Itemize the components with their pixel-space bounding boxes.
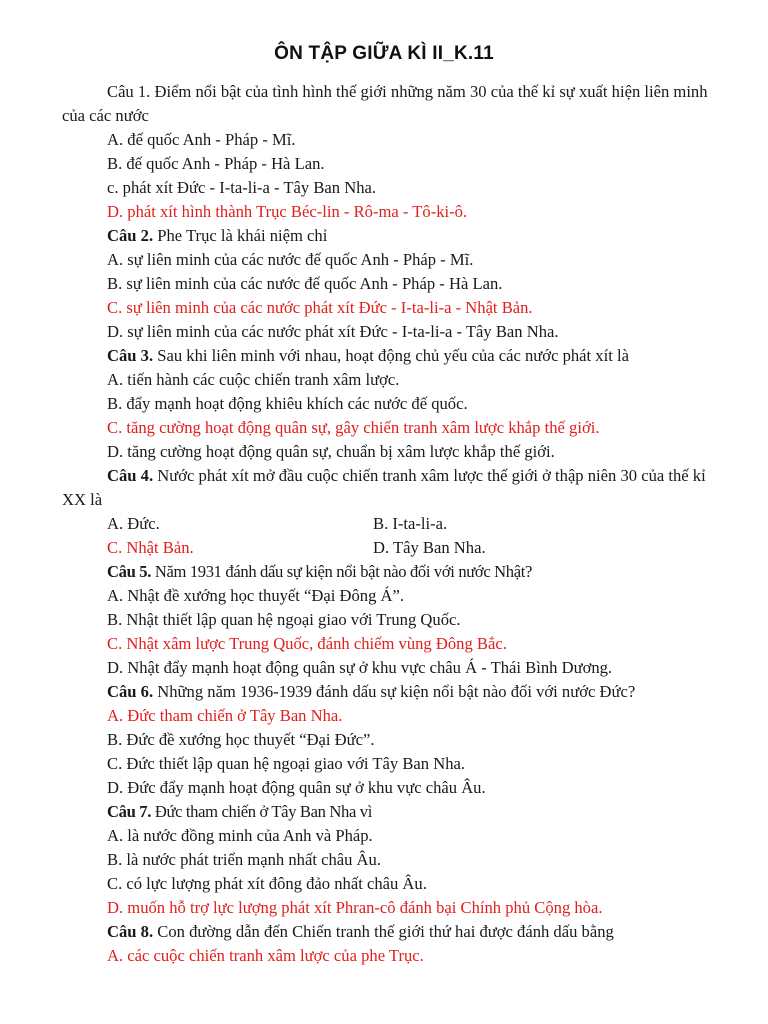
question-8-text: Con đường dẫn đến Chiến tranh thế giới thứ hai được đánh dấu bằng [153, 922, 614, 941]
question-1-stem: Câu 1. Điểm nổi bật của tình hình thế giới những năm 30 của thế kỉ sự xuất hiện liên minh của các nước [62, 82, 708, 125]
question-3-stem [62, 344, 722, 368]
question-3-text: Sau khi liên minh với nhau, hoạt động chủ yếu của các nước phát xít là [153, 346, 629, 365]
question-6-text: Những năm 1936-1939 đánh dấu sự kiện nổi bật nào đối với nước Đức? [153, 682, 636, 701]
question-6-option-a-correct: A. Đức tham chiến ở Tây Ban Nha. [107, 706, 343, 725]
question-2-number: Câu 2. [107, 226, 154, 245]
question-3-number: Câu 3. [107, 346, 154, 365]
question-4-stem [62, 464, 722, 512]
question-4-option-a: A. Đức. [107, 514, 160, 533]
question-1-option-b: B. đế quốc Anh - Pháp - Hà Lan. [107, 154, 325, 173]
question-8-option-a-correct: A. các cuộc chiến tranh xâm lược của phe Trục. [107, 946, 424, 965]
question-5-option-b: B. Nhật thiết lập quan hệ ngoại giao với Trung Quốc. [107, 610, 461, 629]
question-5-option-d: D. Nhật đẩy mạnh hoạt động quân sự ở khu vực châu Á - Thái Bình Dương. [107, 658, 613, 677]
question-7-text: Đức tham chiến ở Tây Ban Nha vì [151, 802, 373, 821]
question-3-option-a: A. tiến hành các cuộc chiến tranh xâm lược. [107, 370, 400, 389]
question-7-option-d-correct: D. muốn hỗ trợ lực lượng phát xít Phran-cô đánh bại Chính phủ Cộng hòa. [107, 898, 603, 917]
question-4-options-row-2 [62, 536, 722, 560]
question-2-stem [62, 224, 722, 248]
question-2-option-a: A. sự liên minh của các nước đế quốc Anh - Pháp - Mĩ. [107, 250, 474, 269]
question-2-option-b: B. sự liên minh của các nước đế quốc Anh - Pháp - Hà Lan. [107, 274, 503, 293]
question-4-text: Nước phát xít mở đầu cuộc chiến tranh xâm lược thế giới ở thập niên 30 của thế kỉ XX là [62, 466, 706, 509]
document-title: ÔN TẬP GIỮA KÌ II_K.11 [274, 43, 494, 64]
question-3-option-c-correct: C. tăng cường hoạt động quân sự, gây chiến tranh xâm lược khắp thế giới. [107, 418, 600, 437]
question-4-options-row-1 [62, 512, 722, 536]
question-1-option-a: A. đế quốc Anh - Pháp - Mĩ. [107, 130, 296, 149]
question-1-option-d-correct: D. phát xít hình thành Trục Béc-lin - Rô-ma - Tô-ki-ô. [107, 202, 468, 221]
question-2-text: Phe Trục là khái niệm chỉ [153, 226, 328, 245]
question-3-option-d: D. tăng cường hoạt động quân sự, chuẩn bị xâm lược khắp thế giới. [107, 442, 555, 461]
question-4-option-d: D. Tây Ban Nha. [373, 538, 486, 557]
question-7-number: Câu 7. [107, 802, 152, 821]
question-6-option-b: B. Đức đề xướng học thuyết “Đại Đức”. [107, 730, 375, 749]
question-6-option-c: C. Đức thiết lập quan hệ ngoại giao với Tây Ban Nha. [107, 754, 466, 773]
question-5-option-a: A. Nhật đề xướng học thuyết “Đại Đông Á”. [107, 586, 405, 605]
question-6-stem [62, 680, 722, 704]
question-5-number: Câu 5. [107, 562, 152, 581]
question-7-option-a: A. là nước đồng minh của Anh và Pháp. [107, 826, 373, 845]
question-4-number: Câu 4. [107, 466, 154, 485]
question-7-option-b: B. là nước phát triển mạnh nhất châu Âu. [107, 850, 381, 869]
question-1-option-c: c. phát xít Đức - I-ta-li-a - Tây Ban Nha. [107, 178, 377, 197]
question-4-option-c-correct: C. Nhật Bản. [107, 538, 194, 557]
question-7-option-c: C. có lực lượng phát xít đông đảo nhất châu Âu. [107, 874, 427, 893]
question-5-option-c-correct: C. Nhật xâm lược Trung Quốc, đánh chiếm vùng Đông Bắc. [107, 634, 507, 653]
question-2-option-c-correct: C. sự liên minh của các nước phát xít Đức - I-ta-li-a - Nhật Bản. [107, 298, 533, 317]
question-8-stem [62, 920, 722, 944]
question-4-option-b: B. I-ta-li-a. [373, 514, 448, 533]
question-2-option-d: D. sự liên minh của các nước phát xít Đức - I-ta-li-a - Tây Ban Nha. [107, 322, 559, 341]
question-8-number: Câu 8. [107, 922, 154, 941]
question-list [62, 80, 722, 968]
question-5-stem [62, 560, 722, 584]
question-5-text: Năm 1931 đánh dấu sự kiện nổi bật nào đối với nước Nhật? [151, 562, 533, 581]
question-6-option-d: D. Đức đẩy mạnh hoạt động quân sự ở khu vực châu Âu. [107, 778, 486, 797]
question-7-stem [62, 800, 722, 824]
question-3-option-b: B. đẩy mạnh hoạt động khiêu khích các nước đế quốc. [107, 394, 468, 413]
question-6-number: Câu 6. [107, 682, 154, 701]
